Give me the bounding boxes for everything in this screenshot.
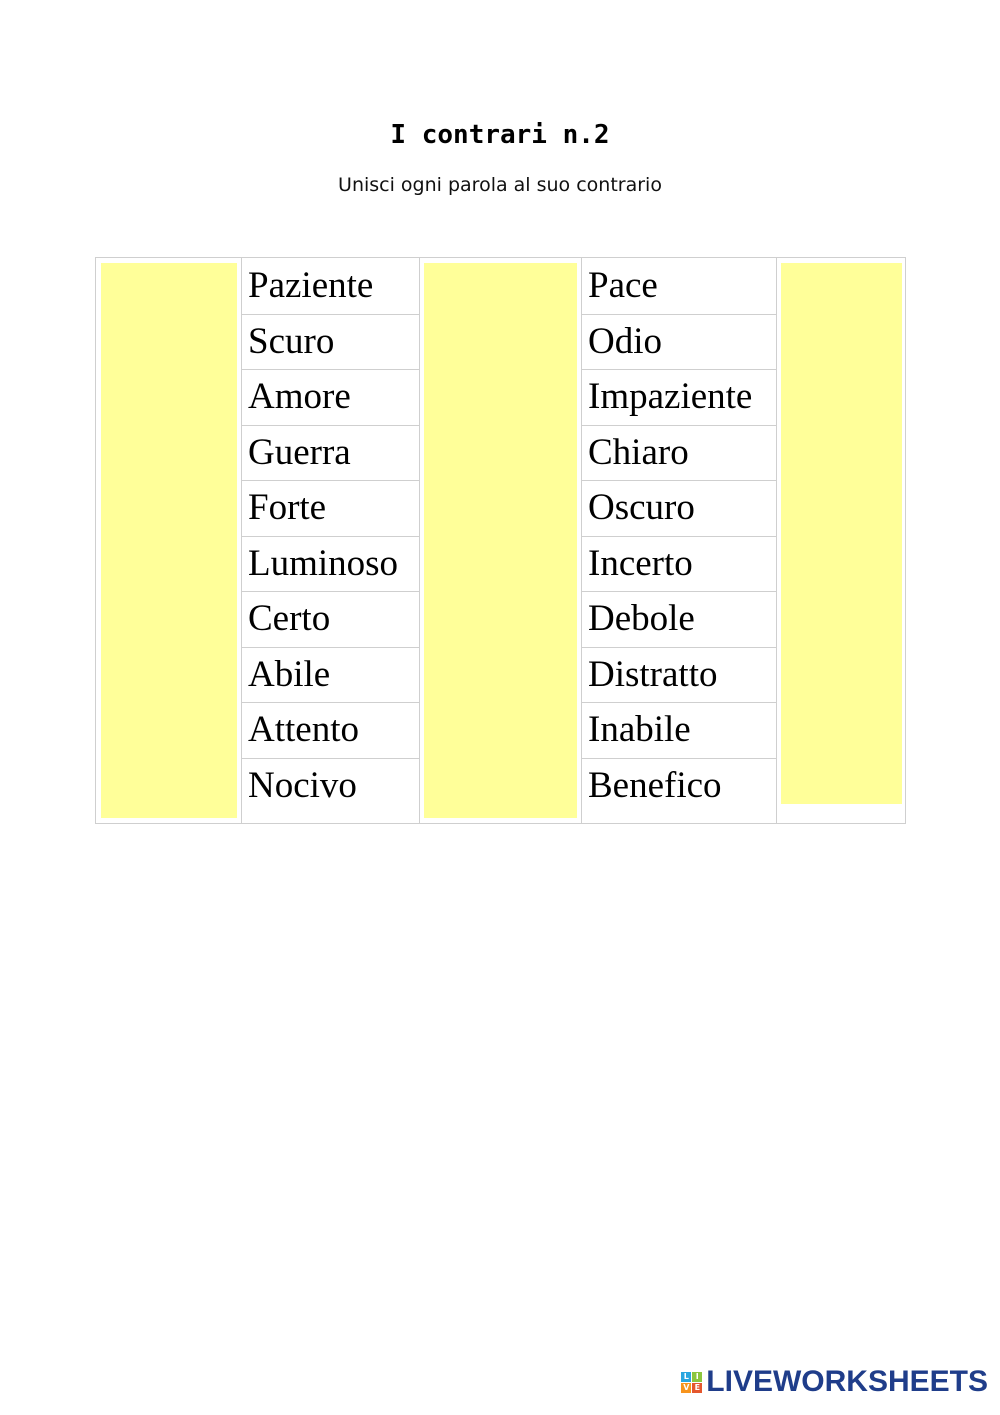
row-divider bbox=[242, 591, 419, 592]
left-word-cell[interactable]: Luminoso bbox=[248, 542, 399, 584]
row-divider bbox=[582, 758, 776, 759]
left-word-cell[interactable]: Certo bbox=[248, 598, 331, 639]
left-word-cell[interactable]: Nocivo bbox=[248, 764, 357, 806]
row-divider bbox=[242, 480, 419, 481]
logo-letter-tile: L bbox=[681, 1372, 691, 1382]
right-word-cell[interactable]: Distratto bbox=[588, 653, 718, 695]
row-divider bbox=[242, 314, 419, 315]
row-divider bbox=[582, 702, 776, 703]
logo-letter-tile: I bbox=[692, 1372, 702, 1382]
answer-drop-zone-left[interactable] bbox=[101, 263, 237, 818]
row-divider bbox=[242, 647, 419, 648]
row-divider bbox=[242, 758, 419, 759]
answer-drop-zone-middle[interactable] bbox=[424, 263, 577, 818]
right-word-cell[interactable]: Impaziente bbox=[588, 376, 753, 417]
left-word-cell[interactable]: Amore bbox=[248, 376, 351, 417]
liveworksheets-logo-icon bbox=[681, 1372, 702, 1393]
right-word-cell[interactable]: Debole bbox=[588, 598, 695, 639]
logo-letter-tile: E bbox=[692, 1383, 702, 1393]
column-divider bbox=[776, 258, 777, 823]
left-word-cell[interactable]: Attento bbox=[248, 709, 359, 750]
right-word-cell[interactable]: Incerto bbox=[588, 542, 693, 584]
left-word-cell[interactable]: Paziente bbox=[248, 265, 374, 306]
worksheet-title: I contrari n.2 bbox=[390, 120, 610, 150]
row-divider bbox=[582, 591, 776, 592]
right-word-cell[interactable]: Benefico bbox=[588, 764, 722, 806]
left-word-cell[interactable]: Forte bbox=[248, 487, 327, 528]
left-word-cell[interactable]: Abile bbox=[248, 653, 331, 695]
right-word-cell[interactable]: Oscuro bbox=[588, 487, 695, 528]
liveworksheets-brand-text: LIVEWORKSHEETS bbox=[706, 1365, 988, 1398]
worksheet-instructions: Unisci ogni parola al suo contrario bbox=[338, 174, 662, 196]
row-divider bbox=[242, 369, 419, 370]
left-word-cell[interactable]: Scuro bbox=[248, 320, 335, 362]
right-word-cell[interactable]: Chiaro bbox=[588, 431, 689, 473]
logo-letter-tile: V bbox=[683, 1382, 690, 1392]
left-word-cell[interactable]: Guerra bbox=[248, 431, 351, 473]
right-word-cell[interactable]: Inabile bbox=[588, 709, 691, 750]
column-divider bbox=[419, 258, 420, 823]
row-divider bbox=[582, 647, 776, 648]
row-divider bbox=[582, 425, 776, 426]
row-divider bbox=[582, 314, 776, 315]
row-divider bbox=[242, 702, 419, 703]
row-divider bbox=[582, 369, 776, 370]
matching-table bbox=[95, 257, 906, 824]
row-divider bbox=[582, 536, 776, 537]
row-divider bbox=[242, 536, 419, 537]
row-divider bbox=[582, 480, 776, 481]
right-word-cell[interactable]: Pace bbox=[588, 265, 658, 306]
right-word-cell[interactable]: Odio bbox=[588, 320, 662, 362]
answer-drop-zone-right[interactable] bbox=[781, 263, 902, 804]
row-divider bbox=[242, 425, 419, 426]
liveworksheets-logo bbox=[681, 1365, 988, 1399]
